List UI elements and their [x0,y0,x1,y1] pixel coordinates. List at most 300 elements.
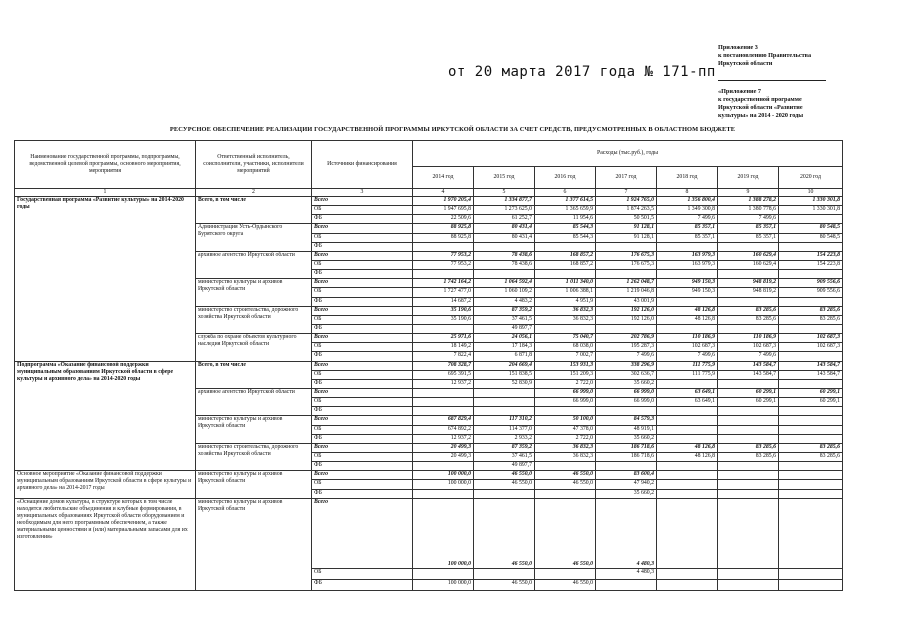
header-column-number: 2 [196,189,312,197]
amount-cell [779,242,843,251]
executor-cell: министерство культуры и архивов Иркутской области [196,416,312,443]
amount-cell [779,297,843,306]
amount-cell: 1 874 263,5 [596,206,657,215]
amount-cell: 66 999,0 [596,398,657,407]
amount-cell [779,579,843,590]
amount-cell: 36 832,3 [535,306,596,315]
amount-cell: 85 357,1 [657,233,718,242]
source-cell: ФБ [312,215,413,224]
executor-cell: министерство строительства, дорожного хозяйства Иркутской области [196,443,312,470]
amount-cell: 1 273 625,0 [474,206,535,215]
source-cell: ФБ [312,297,413,306]
amount-cell: 91 128,1 [596,224,657,233]
amount-cell [779,489,843,498]
amount-cell: 1 356 800,4 [657,197,718,206]
amount-cell: 708 328,7 [413,361,474,370]
amount-cell: 687 829,4 [413,416,474,425]
amount-cell: 143 584,7 [718,370,779,379]
amount-cell: 83 285,6 [779,315,843,324]
amount-cell [779,416,843,425]
amount-cell: 143 584,7 [779,370,843,379]
amount-cell [657,579,718,590]
amount-cell: 192 126,0 [596,306,657,315]
amount-cell: 2 722,0 [535,379,596,388]
amount-cell: 1 334 877,7 [474,197,535,206]
amount-cell: 948 819,2 [718,288,779,297]
amount-cell [596,579,657,590]
amount-cell [657,270,718,279]
header-year: 2016 год [535,167,596,189]
amount-cell: 176 675,3 [596,260,657,269]
source-cell: ФБ [312,434,413,443]
amount-cell [474,242,535,251]
amount-cell [779,480,843,489]
amount-cell [718,579,779,590]
amount-cell [474,270,535,279]
source-cell: ФБ [312,579,413,590]
amount-cell: 1 380 778,6 [718,206,779,215]
amount-cell: 17 184,3 [474,343,535,352]
amount-cell: 22 509,6 [413,215,474,224]
amount-cell: 63 649,1 [657,388,718,397]
amount-cell [535,407,596,416]
source-cell: Всего [312,251,413,260]
amount-cell: 7 499,6 [657,215,718,224]
amount-cell: 160 629,4 [718,260,779,269]
amount-cell: 60 299,1 [779,388,843,397]
amount-cell: 49 897,7 [474,324,535,333]
amount-cell: 102 687,3 [779,334,843,343]
source-cell: ОБ [312,425,413,434]
amount-cell [718,480,779,489]
amount-cell: 24 056,1 [474,334,535,343]
amount-cell: 80 431,4 [474,233,535,242]
amount-cell: 37 461,5 [474,452,535,461]
amount-cell: 60 299,1 [718,398,779,407]
appendix-line: Приложение 3 [718,44,758,51]
amount-cell: 46 550,0 [535,579,596,590]
header-year: 2020 год [779,167,843,189]
amount-cell: 948 819,2 [718,279,779,288]
source-cell: ФБ [312,489,413,498]
amount-cell: 117 310,2 [474,416,535,425]
amount-cell [535,324,596,333]
document-title: РЕСУРСНОЕ ОБЕСПЕЧЕНИЕ РЕАЛИЗАЦИИ ГОСУДАРСТВЕННОЙ ПРОГРАММЫ ИРКУТСКОЙ ОБЛАСТИ ЗА СЧЕТ СРЕДСТВ, ПРЕДУСМОТРЕННЫХ В ОБЛАСТНОМ БЮДЖЕТЕ [169,126,736,133]
amount-cell: 102 687,3 [657,343,718,352]
amount-cell [718,568,779,579]
header-year: 2015 год [474,167,535,189]
source-cell: ОБ [312,480,413,489]
amount-cell [718,324,779,333]
executor-cell: министерство культуры и архивов Иркутской области [196,471,312,498]
amount-cell: 68 038,0 [535,343,596,352]
amount-cell: 151 838,5 [474,370,535,379]
amount-cell: 85 357,1 [657,224,718,233]
amount-cell: 20 499,3 [413,452,474,461]
amount-cell [596,270,657,279]
header-column-number: 6 [535,189,596,197]
source-cell: ФБ [312,324,413,333]
amount-cell: 110 186,9 [718,334,779,343]
executor-cell: архивное агентство Иркутской области [196,388,312,415]
amount-cell: 77 953,2 [413,260,474,269]
amount-cell [413,270,474,279]
amount-cell: 4 480,3 [596,568,657,579]
amount-cell: 84 579,3 [596,416,657,425]
amount-cell: 186 718,6 [596,452,657,461]
amount-cell [657,324,718,333]
amount-cell: 192 126,0 [596,315,657,324]
amount-cell: 12 937,2 [413,434,474,443]
appendix-rule [718,80,826,81]
amount-cell: 36 832,3 [535,452,596,461]
amount-cell: 1 365 659,9 [535,206,596,215]
amount-cell [779,568,843,579]
amount-cell [535,489,596,498]
amount-cell: 88 925,8 [413,224,474,233]
amount-cell [718,379,779,388]
amount-cell: 1 727 477,0 [413,288,474,297]
amount-cell: 83 285,6 [779,452,843,461]
amount-cell [718,489,779,498]
amount-cell: 12 937,2 [413,379,474,388]
amount-cell: 14 687,2 [413,297,474,306]
amount-cell [413,407,474,416]
header-column-number: 10 [779,189,843,197]
amount-cell [718,270,779,279]
source-cell: Всего [312,306,413,315]
source-cell: ФБ [312,379,413,388]
amount-cell: 48 919,1 [596,425,657,434]
amount-cell: 46 550,0 [535,471,596,480]
source-cell: Всего [312,334,413,343]
amount-cell: 83 285,6 [779,443,843,452]
header-source: Источники финансирования [312,141,413,189]
source-cell: ФБ [312,462,413,471]
amount-cell: 1 970 205,4 [413,197,474,206]
amount-cell: 20 499,3 [413,443,474,452]
amount-cell [657,489,718,498]
amount-cell: 1 330 301,8 [779,197,843,206]
header-column-number: 7 [596,189,657,197]
amount-cell: 18 149,2 [413,343,474,352]
amount-cell [779,498,843,568]
amount-cell [657,568,718,579]
amount-cell: 85 357,1 [718,224,779,233]
amount-cell: 7 822,4 [413,352,474,361]
amount-cell [657,379,718,388]
amount-cell [779,434,843,443]
amount-cell: 1 064 592,4 [474,279,535,288]
appendix-line: Иркутской области «Развитие [718,104,803,111]
amount-cell [718,297,779,306]
executor-cell: Всего, в том числе [196,361,312,388]
amount-cell: 78 438,6 [474,260,535,269]
amount-cell: 195 287,3 [596,343,657,352]
appendix-line: культуры» на 2014 - 2020 годы [718,112,804,119]
amount-cell [657,498,718,568]
amount-cell: 154 223,8 [779,260,843,269]
table-row [15,471,843,480]
amount-cell [657,425,718,434]
program-name-cell: Основное мероприятие «Оказание финансовой поддержки муниципальным образованиям Иркутской области в сфере культуры и архивного дела» на 2014-2017 годы [15,471,196,498]
amount-cell: 85 357,1 [718,233,779,242]
amount-cell: 83 285,6 [718,315,779,324]
source-cell: Всего [312,224,413,233]
amount-cell: 43 001,9 [596,297,657,306]
amount-cell: 4 483,2 [474,297,535,306]
source-cell: ОБ [312,315,413,324]
amount-cell: 48 126,8 [657,315,718,324]
amount-cell: 61 252,7 [474,215,535,224]
amount-cell: 80 548,5 [779,224,843,233]
source-cell: ФБ [312,242,413,251]
amount-cell: 202 786,9 [596,334,657,343]
header-column-number: 9 [718,189,779,197]
header-column-number: 4 [413,189,474,197]
amount-cell: 66 999,0 [535,398,596,407]
amount-cell [718,498,779,568]
amount-cell: 35 190,6 [413,315,474,324]
amount-cell [657,480,718,489]
amount-cell: 46 550,0 [535,498,596,568]
executor-cell: министерство культуры и архивов Иркутской области [196,279,312,306]
amount-cell: 1 006 388,1 [535,288,596,297]
amount-cell: 100 000,0 [413,498,474,568]
amount-cell [413,489,474,498]
amount-cell [535,568,596,579]
amount-cell [657,242,718,251]
amount-cell: 46 550,0 [474,471,535,480]
amount-cell [779,462,843,471]
amount-cell: 1 388 278,2 [718,197,779,206]
source-cell: Всего [312,471,413,480]
amount-cell [657,416,718,425]
amount-cell: 168 857,2 [535,251,596,260]
amount-cell: 204 669,4 [474,361,535,370]
amount-cell [474,398,535,407]
executor-cell: служба по охране объектов культурного наследия Иркутской области [196,334,312,361]
source-cell: Всего [312,443,413,452]
amount-cell: 154 223,8 [779,251,843,260]
executor-cell: архивное агентство Иркутской области [196,251,312,278]
amount-cell [413,242,474,251]
amount-cell: 302 636,7 [596,370,657,379]
executor-cell: министерство культуры и архивов Иркутской области [196,498,312,590]
executor-cell: министерство строительства, дорожного хозяйства Иркутской области [196,306,312,333]
amount-cell: 111 775,9 [657,361,718,370]
amount-cell [474,489,535,498]
amount-cell: 35 190,6 [413,306,474,315]
appendix-note [718,44,811,68]
amount-cell [657,462,718,471]
header-year: 2017 год [596,167,657,189]
amount-cell: 1 219 046,8 [596,288,657,297]
amount-cell: 47 378,0 [535,425,596,434]
amount-cell: 48 126,8 [657,452,718,461]
amount-cell: 66 999,0 [535,388,596,397]
amount-cell [779,425,843,434]
amount-cell [779,215,843,224]
amount-cell: 83 285,6 [718,306,779,315]
amount-cell: 48 126,8 [657,306,718,315]
appendix-line: к постановлению Правительства [718,52,812,59]
amount-cell: 1 011 340,0 [535,279,596,288]
amount-cell: 100 000,0 [413,480,474,489]
amount-cell: 78 438,6 [474,251,535,260]
source-cell: ФБ [312,407,413,416]
amount-cell: 338 296,9 [596,361,657,370]
amount-cell [657,407,718,416]
source-cell: Всего [312,498,413,568]
amount-cell: 36 832,3 [535,443,596,452]
amount-cell [718,407,779,416]
amount-cell: 66 999,0 [596,388,657,397]
amount-cell: 63 649,1 [657,398,718,407]
amount-cell: 674 892,2 [413,425,474,434]
amount-cell: 83 285,6 [718,443,779,452]
appendix-line: Иркутской области [718,60,773,67]
amount-cell: 88 925,8 [413,233,474,242]
amount-cell [474,407,535,416]
amount-cell: 949 150,3 [657,288,718,297]
amount-cell: 83 600,4 [596,471,657,480]
amount-cell [718,462,779,471]
source-cell: ФБ [312,352,413,361]
amount-cell: 46 550,0 [474,579,535,590]
executor-cell: Администрация Усть-Ордынского Бурятского округа [196,224,312,251]
source-cell: ОБ [312,568,413,579]
amount-cell: 7 499,6 [596,352,657,361]
amount-cell [779,352,843,361]
amount-cell: 176 675,3 [596,251,657,260]
source-cell: ОБ [312,343,413,352]
table-row [15,197,843,206]
amount-cell: 2 933,2 [474,434,535,443]
header-year: 2018 год [657,167,718,189]
amount-cell: 85 544,3 [535,224,596,233]
amount-cell [718,471,779,480]
amount-cell [413,398,474,407]
amount-cell: 75 040,7 [535,334,596,343]
source-cell: ОБ [312,260,413,269]
amount-cell: 110 186,9 [657,334,718,343]
source-cell: Всего [312,361,413,370]
previous-appendix-note [718,88,803,120]
amount-cell: 143 584,7 [718,361,779,370]
source-cell: Всего [312,197,413,206]
header-column-number: 8 [657,189,718,197]
amount-cell: 46 550,0 [474,480,535,489]
amount-cell: 160 629,4 [718,251,779,260]
amount-cell [718,434,779,443]
amount-cell: 83 285,6 [779,306,843,315]
amount-cell: 37 461,5 [474,315,535,324]
source-cell: ОБ [312,233,413,242]
amount-cell: 151 209,3 [535,370,596,379]
amount-cell: 168 857,2 [535,260,596,269]
amount-cell [535,270,596,279]
source-cell: ОБ [312,370,413,379]
amount-cell [779,471,843,480]
amount-cell: 77 953,2 [413,251,474,260]
appendix-line: «Приложение 7 [718,88,761,95]
header-expenses: Расходы (тыс.руб.), годы [413,141,843,167]
header-column-number: 5 [474,189,535,197]
amount-cell: 949 150,3 [657,279,718,288]
amount-cell: 60 299,1 [718,388,779,397]
amount-cell [718,425,779,434]
executor-cell: Всего, в том числе [196,197,312,224]
source-cell: ФБ [312,270,413,279]
amount-cell: 153 931,3 [535,361,596,370]
amount-cell: 52 830,9 [474,379,535,388]
amount-cell: 49 897,7 [474,462,535,471]
header-column-number: 1 [15,189,196,197]
amount-cell [779,270,843,279]
amount-cell: 1 377 614,5 [535,197,596,206]
amount-cell: 46 550,0 [535,480,596,489]
amount-cell [474,388,535,397]
amount-cell: 7 499,6 [657,352,718,361]
amount-cell [596,242,657,251]
amount-cell: 114 377,0 [474,425,535,434]
amount-cell: 85 544,3 [535,233,596,242]
source-cell: ОБ [312,288,413,297]
amount-cell: 11 954,6 [535,215,596,224]
amount-cell: 25 971,6 [413,334,474,343]
amount-cell [596,407,657,416]
amount-cell: 35 660,2 [596,379,657,388]
amount-cell: 50 501,5 [596,215,657,224]
amount-cell: 100 000,0 [413,471,474,480]
amount-cell: 1 349 300,8 [657,206,718,215]
amount-cell: 7 002,7 [535,352,596,361]
amount-cell: 48 126,8 [657,443,718,452]
decree-stamp: от 20 марта 2017 года № 171-пп [448,64,716,80]
header-column-number: 3 [312,189,413,197]
amount-cell [779,407,843,416]
amount-cell [718,242,779,251]
amount-cell: 1 262 048,7 [596,279,657,288]
amount-cell: 695 391,5 [413,370,474,379]
amount-cell: 4 951,9 [535,297,596,306]
table-row [15,361,843,370]
amount-cell: 909 556,6 [779,279,843,288]
amount-cell [596,324,657,333]
amount-cell: 1 947 695,8 [413,206,474,215]
amount-cell [779,379,843,388]
amount-cell: 102 687,3 [779,343,843,352]
source-cell: ОБ [312,398,413,407]
header-program: Наименование государственной программы, подпрограммы, ведомственной целевой программы, основного мероприятия, мероприятия [15,141,196,189]
amount-cell: 163 979,3 [657,251,718,260]
amount-cell: 102 687,3 [718,343,779,352]
amount-cell: 83 285,6 [718,452,779,461]
amount-cell [779,324,843,333]
table-row [15,498,843,568]
amount-cell: 2 722,0 [535,434,596,443]
amount-cell: 35 660,2 [596,489,657,498]
amount-cell: 1 742 164,2 [413,279,474,288]
amount-cell: 50 100,0 [535,416,596,425]
amount-cell [413,568,474,579]
amount-cell: 47 940,2 [596,480,657,489]
program-name-cell: «Оснащение домов культуры, в структуре которых в том числе находятся любительские объединения и клубные формирования, в муниципальных образованиях Иркутской области оборудованием и необходимым для него программным обеспечением, а также материальными ценностями и (или) материальными запасами для их изготовления» [15,498,196,590]
funding-table [14,140,843,591]
amount-cell: 46 550,0 [474,498,535,568]
amount-cell: 87 359,2 [474,443,535,452]
